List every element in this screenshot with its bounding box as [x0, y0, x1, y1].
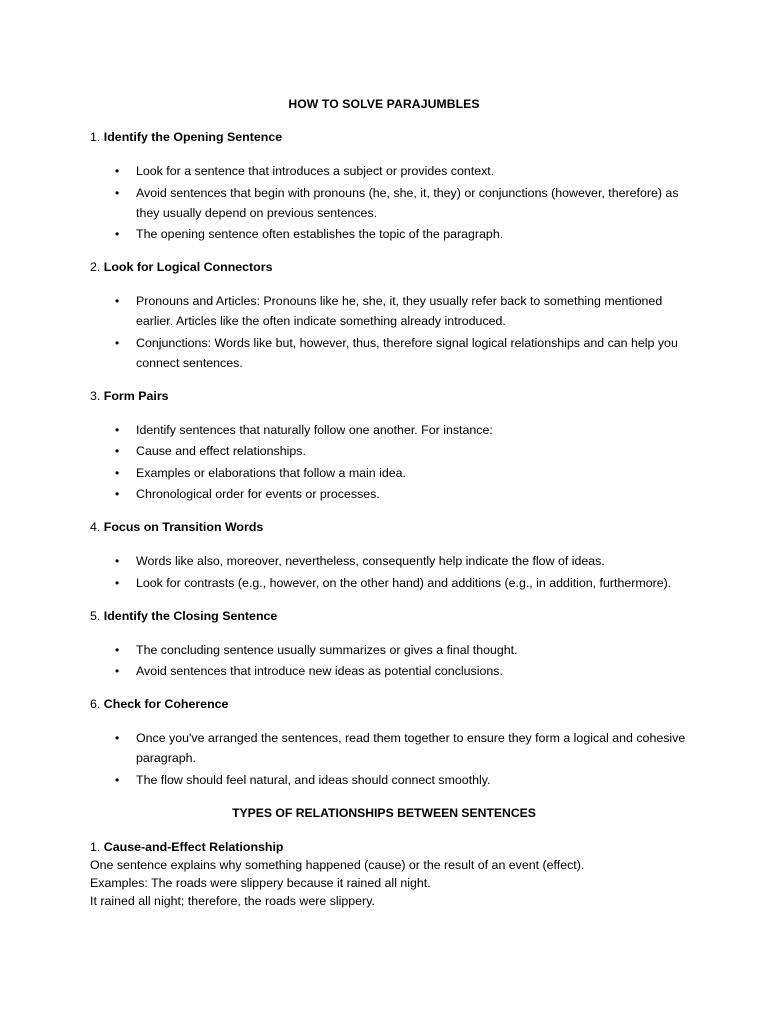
section-heading-6	[90, 695, 690, 714]
list-item-text: Cause and effect relationships.	[136, 444, 306, 458]
section-number: 6.	[90, 697, 101, 711]
section-heading-5	[90, 607, 690, 626]
bullet-icon: •	[115, 164, 120, 178]
bullet-icon: •	[115, 227, 120, 241]
list-item-text: The flow should feel natural, and ideas should connect smoothly.	[136, 772, 491, 787]
relationship-heading-1	[90, 839, 690, 856]
relationship-line: Examples: The roads were slippery because it rained all night.	[90, 875, 431, 890]
list-item	[90, 224, 690, 244]
section-number: 4.	[90, 520, 101, 534]
list-item-text: Identify sentences that naturally follow one another. For instance:	[136, 422, 493, 437]
list-item-text: Pronouns and Articles: Pronouns like he, she, it, they usually refer back to something mentioned earlier. Articles like the often indicate something already introduced.	[136, 294, 663, 328]
document-body	[90, 95, 690, 910]
list-item	[90, 441, 690, 461]
bullet-icon: •	[115, 664, 120, 678]
list-item-text: Examples or elaborations that follow a main idea.	[136, 465, 406, 480]
list-item	[90, 161, 690, 181]
list-item	[90, 183, 690, 223]
list-item	[90, 661, 690, 681]
list-item-text: The opening sentence often establishes the topic of the paragraph.	[136, 227, 504, 241]
bullet-list-5	[90, 640, 690, 682]
bullet-list-1	[90, 161, 690, 244]
section-heading-2	[90, 258, 690, 277]
bullet-list-2	[90, 291, 690, 373]
section-number: 1.	[90, 839, 101, 854]
bullet-icon: •	[115, 575, 120, 590]
bullet-icon: •	[115, 642, 120, 657]
list-item	[90, 573, 690, 593]
bullet-icon: •	[115, 554, 120, 568]
document-title: HOW TO SOLVE PARAJUMBLES	[288, 97, 480, 111]
section-title: Identify the Opening Sentence	[103, 130, 283, 144]
list-item	[90, 291, 690, 331]
list-item-text: Conjunctions: Words like but, however, thus, therefore signal logical relationships and can help you connect sentences.	[136, 335, 678, 370]
relationships-title: TYPES OF RELATIONSHIPS BETWEEN SENTENCES	[232, 805, 536, 820]
bullet-list-4	[90, 551, 690, 593]
bullet-icon: •	[115, 294, 120, 308]
section-heading-1	[90, 128, 690, 147]
list-item	[90, 420, 690, 440]
section-title: Check for Coherence	[103, 697, 229, 711]
relationship-line: It rained all night; therefore, the roads were slippery.	[90, 893, 375, 908]
section-title: Look for Logical Connectors	[103, 260, 273, 274]
section-number: 3.	[90, 388, 101, 403]
bullet-icon: •	[115, 731, 120, 745]
bullet-icon: •	[115, 185, 120, 200]
bullet-list-3	[90, 420, 690, 505]
section-title: Cause-and-Effect Relationship	[103, 839, 284, 854]
list-item-text: Once you've arranged the sentences, read them together to ensure they form a logical and cohesive paragraph.	[136, 731, 686, 765]
list-item	[90, 640, 690, 660]
section-heading-4	[90, 518, 690, 537]
list-item-text: Look for a sentence that introduces a subject or provides context.	[136, 164, 495, 178]
list-item-text: The concluding sentence usually summarizes or gives a final thought.	[136, 642, 518, 657]
relationship-line: One sentence explains why something happened (cause) or the result of an event (effect).	[90, 857, 585, 872]
section-number: 5.	[90, 608, 101, 623]
list-item	[90, 333, 690, 373]
section-number: 2.	[90, 260, 101, 274]
bullet-icon: •	[115, 444, 120, 458]
list-item	[90, 728, 690, 768]
list-item-text: Chronological order for events or processes.	[136, 487, 380, 501]
bullet-icon: •	[115, 422, 120, 437]
list-item-text: Words like also, moreover, nevertheless, consequently help indicate the flow of ideas.	[136, 554, 605, 568]
section-title: Focus on Transition Words	[103, 520, 264, 534]
bullet-icon: •	[115, 487, 120, 501]
list-item	[90, 484, 690, 504]
section-title: Form Pairs	[103, 388, 169, 403]
section-title: Identify the Closing Sentence	[103, 608, 278, 623]
list-item	[90, 551, 690, 571]
list-item-text: Avoid sentences that begin with pronouns (he, she, it, they) or conjunctions (however, therefore) as they usually depend on previous sentences.	[136, 185, 679, 220]
list-item	[90, 770, 690, 790]
list-item-text: Avoid sentences that introduce new ideas as potential conclusions.	[136, 664, 503, 678]
bullet-list-6	[90, 728, 690, 790]
section-heading-3	[90, 387, 690, 406]
section-number: 1.	[90, 130, 101, 144]
list-item-text: Look for contrasts (e.g., however, on the other hand) and additions (e.g., in addition, furthermore).	[136, 575, 672, 590]
list-item	[90, 463, 690, 483]
bullet-icon: •	[115, 465, 120, 480]
bullet-icon: •	[115, 772, 120, 787]
bullet-icon: •	[115, 335, 120, 350]
